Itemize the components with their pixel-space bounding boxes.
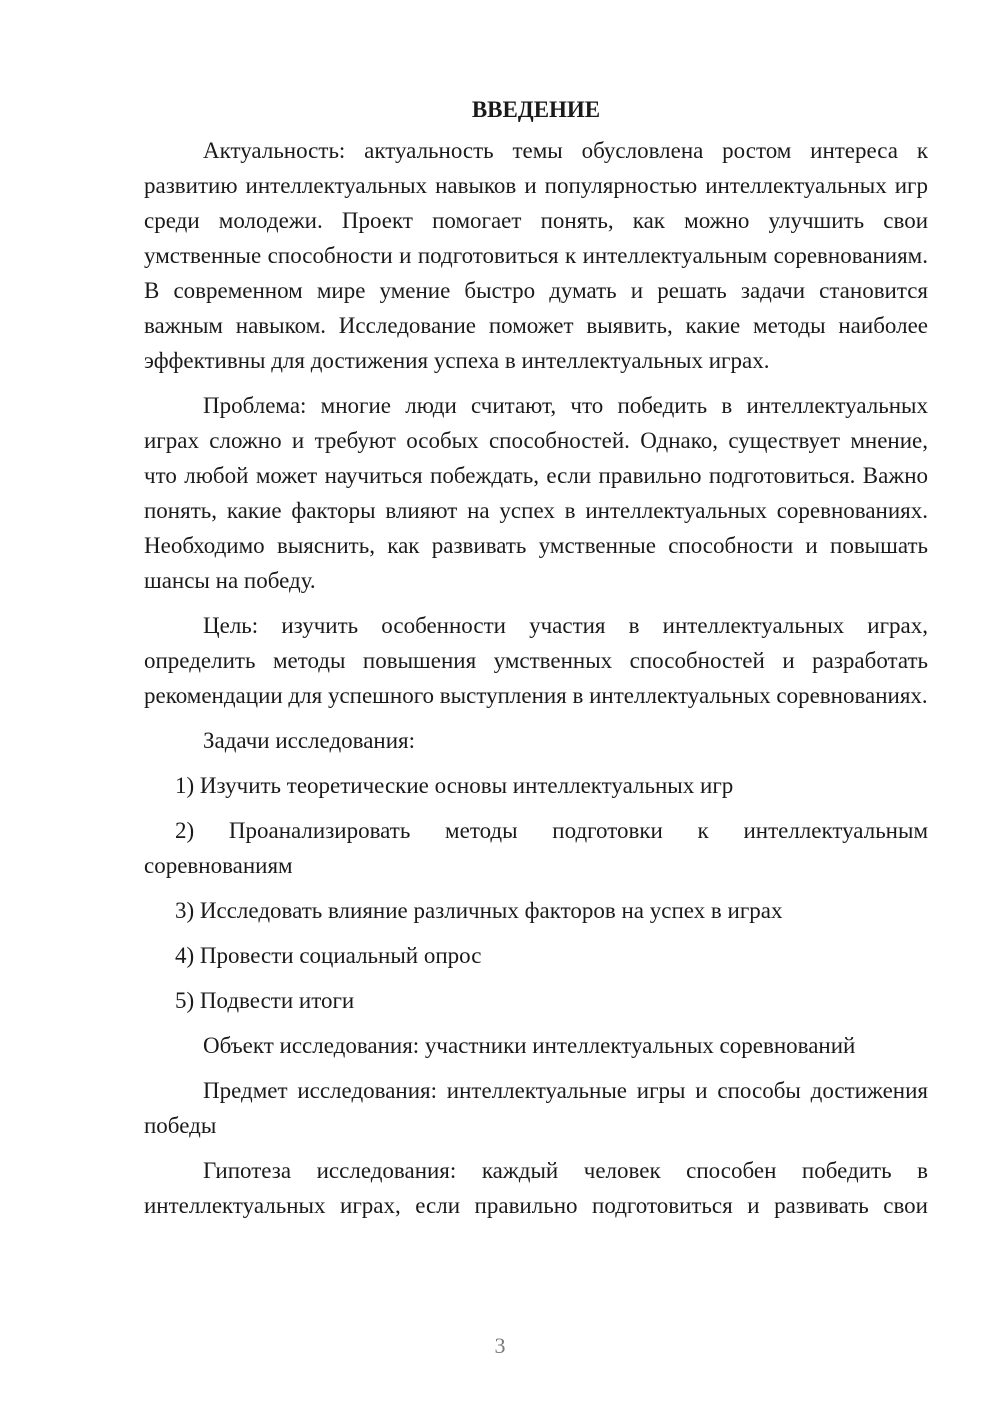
task-item: 3) Исследовать влияние различных факторов на успех в играх [175, 898, 783, 923]
paragraph-tasks-heading: Задачи исследования: [203, 728, 416, 753]
paragraph-hypothesis: Гипотеза исследования: каждый человек способен победить в интеллектуальных играх, если правильно подготовиться и развивать свои [144, 1158, 928, 1218]
page-number: 3 [494, 1333, 506, 1358]
paragraph-object: Объект исследования: участники интеллектуальных соревнований [203, 1033, 856, 1058]
task-item: 4) Провести социальный опрос [175, 943, 482, 968]
task-item: 2) Проанализировать методы подготовки к интеллектуальным соревнованиям [144, 818, 928, 878]
paragraph-goal: Цель: изучить особенности участия в интеллектуальных играх, определить методы повышения умственных способностей и разработать рекомендации для успешного выступления в интеллектуальных соревнованиях. [144, 613, 928, 708]
paragraph-relevance: Актуальность: актуальность темы обусловлена ростом интереса к развитию интеллектуальных навыков и популярностью интеллектуальных игр среди молодежи. Проект помогает понять, как можно улучшить свои умственные способности и подготовиться к интеллектуальным соревнованиям. В современном мире умение быстро думать и решать задачи становится важным навыком. Исследование поможет выявить, какие методы наиболее эффективны для достижения успеха в интеллектуальных играх. [144, 138, 928, 373]
paragraph-subject: Предмет исследования: интеллектуальные игры и способы достижения победы [144, 1078, 928, 1138]
task-item: 1) Изучить теоретические основы интеллектуальных игр [175, 773, 734, 798]
paragraph-problem: Проблема: многие люди считают, что победить в интеллектуальных играх сложно и требуют особых способностей. Однако, существует мнение, что любой может научиться побеждать, если правильно подготовиться. Важно понять, какие факторы влияют на успех в интеллектуальных соревнованиях. Необходимо выяснить, как развивать умственные способности и повышать шансы на победу. [144, 393, 928, 593]
page-content [144, 92, 928, 1233]
task-item: 5) Подвести итоги [175, 988, 355, 1013]
page-title: ВВЕДЕНИЕ [471, 97, 601, 122]
